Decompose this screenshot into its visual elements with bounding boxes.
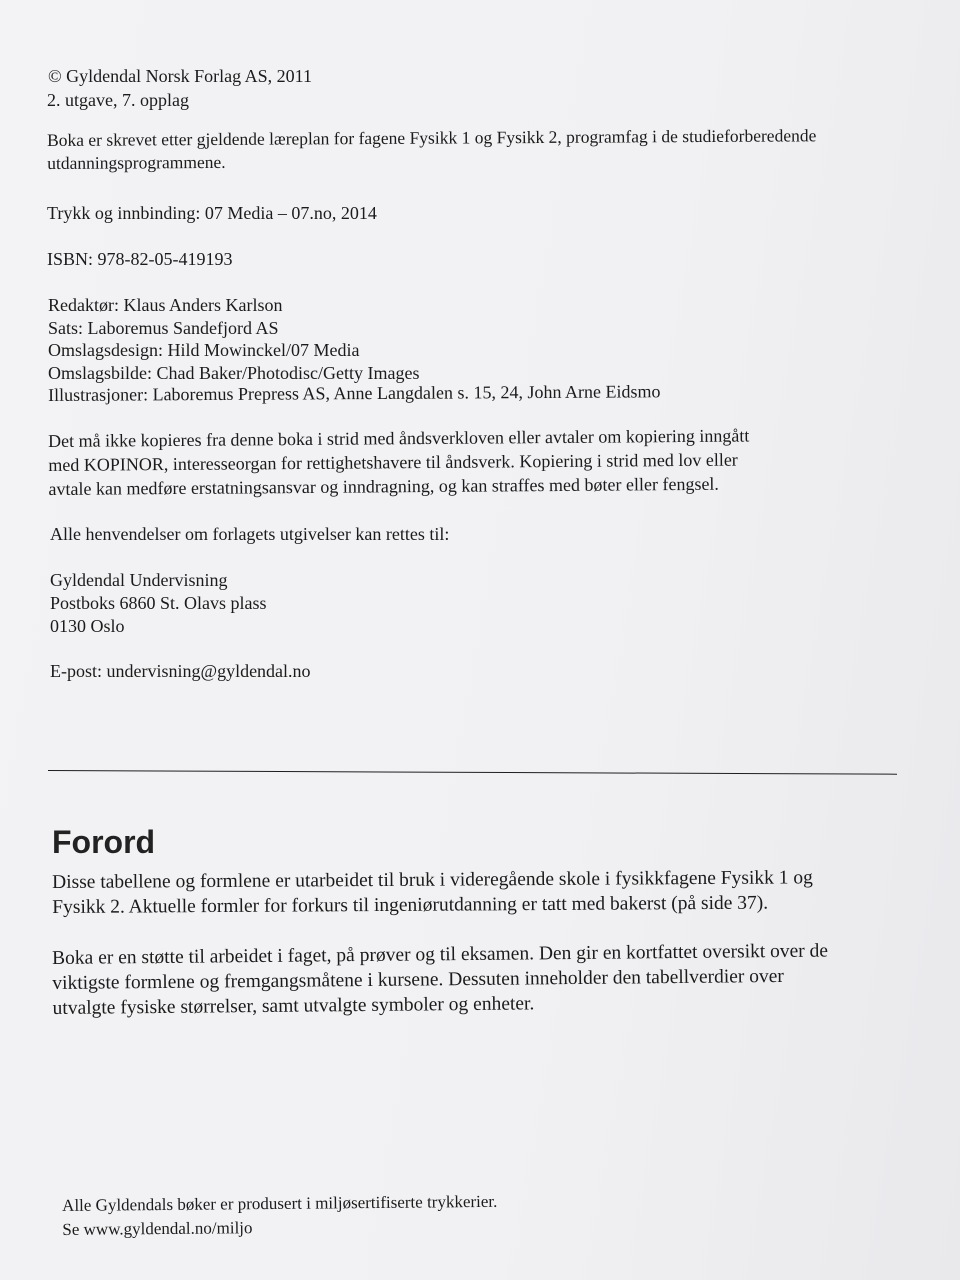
footer-line: Alle Gyldendals bøker er produsert i miljøsertifiserte trykkerier. xyxy=(62,1191,498,1215)
credit-line: Sats: Laboremus Sandefjord AS xyxy=(48,317,279,338)
credit-line: Omslagsdesign: Hild Mowinckel/07 Media xyxy=(48,340,360,360)
environment-note xyxy=(62,1190,498,1242)
copyright-line: © Gyldendal Norsk Forlag AS, 2011 xyxy=(48,66,312,86)
copy-notice xyxy=(48,423,750,501)
foreword-line: Fysikk 2. Aktuelle formler for forkurs til ingeniørutdanning er tatt med bakerst (på side 37). xyxy=(52,892,769,918)
curriculum-statement xyxy=(47,124,817,175)
foreword-line: Boka er en støtte til arbeidet i faget, på prøver og til eksamen. Den gir en kortfattet oversikt over de xyxy=(52,940,829,969)
address-line: Postboks 6860 St. Olavs plass xyxy=(50,593,267,613)
credits-list xyxy=(48,294,660,407)
curriculum-line: utdanningsprogrammene. xyxy=(47,151,226,173)
copy-notice-line: med KOPINOR, interesseorgan for rettighetshavere til åndsverk. Kopiering i strid med lov eller xyxy=(48,449,738,475)
foreword-paragraph-1 xyxy=(52,865,813,920)
foreword-line: utvalgte fysiske størrelser, samt utvalgte symboler og enheter. xyxy=(52,993,535,1019)
foreword-paragraph-2 xyxy=(52,939,829,1021)
credit-line: Omslagsbilde: Chad Baker/Photodisc/Getty Images xyxy=(48,362,420,383)
print-line: Trykk og innbinding: 07 Media – 07.no, 2014 xyxy=(47,203,377,223)
address-line: Gyldendal Undervisning xyxy=(50,570,228,590)
foreword-title: Forord xyxy=(52,824,156,860)
foreword-line: viktigste formlene og fremgangsmåtene i kursene. Dessuten inneholder den tabellverdier over xyxy=(52,965,784,994)
section-divider xyxy=(48,770,897,775)
footer-line: Se www.gyldendal.no/miljo xyxy=(62,1218,253,1239)
edition-line: 2. utgave, 7. opplag xyxy=(47,90,189,110)
credit-line: Illustrasjoner: Laboremus Prepress AS, Anne Langdalen s. 15, 24, John Arne Eidsmo xyxy=(48,381,661,405)
curriculum-line: Boka er skrevet etter gjeldende læreplan for fagene Fysikk 1 og Fysikk 2, programfag i de studieforberedende xyxy=(47,125,817,150)
email-line: E-post: undervisning@gyldendal.no xyxy=(50,661,311,681)
publisher-address xyxy=(50,569,267,638)
credit-line: Redaktør: Klaus Anders Karlson xyxy=(48,295,283,315)
inquiries-line: Alle henvendelser om forlagets utgivelser kan rettes til: xyxy=(50,524,450,544)
foreword-line: Disse tabellene og formlene er utarbeidet til bruk i videregående skole i fysikkfagene Fysikk 1 og xyxy=(52,867,813,893)
copy-notice-line: Det må ikke kopieres fra denne boka i strid med åndsverkloven eller avtaler om kopiering inngått xyxy=(48,425,750,451)
isbn-line: ISBN: 978-82-05-419193 xyxy=(47,249,233,269)
address-line: 0130 Oslo xyxy=(50,616,125,636)
copy-notice-line: avtale kan medføre erstatningsansvar og inndragning, og kan straffes med bøter eller fengsel. xyxy=(48,473,719,499)
